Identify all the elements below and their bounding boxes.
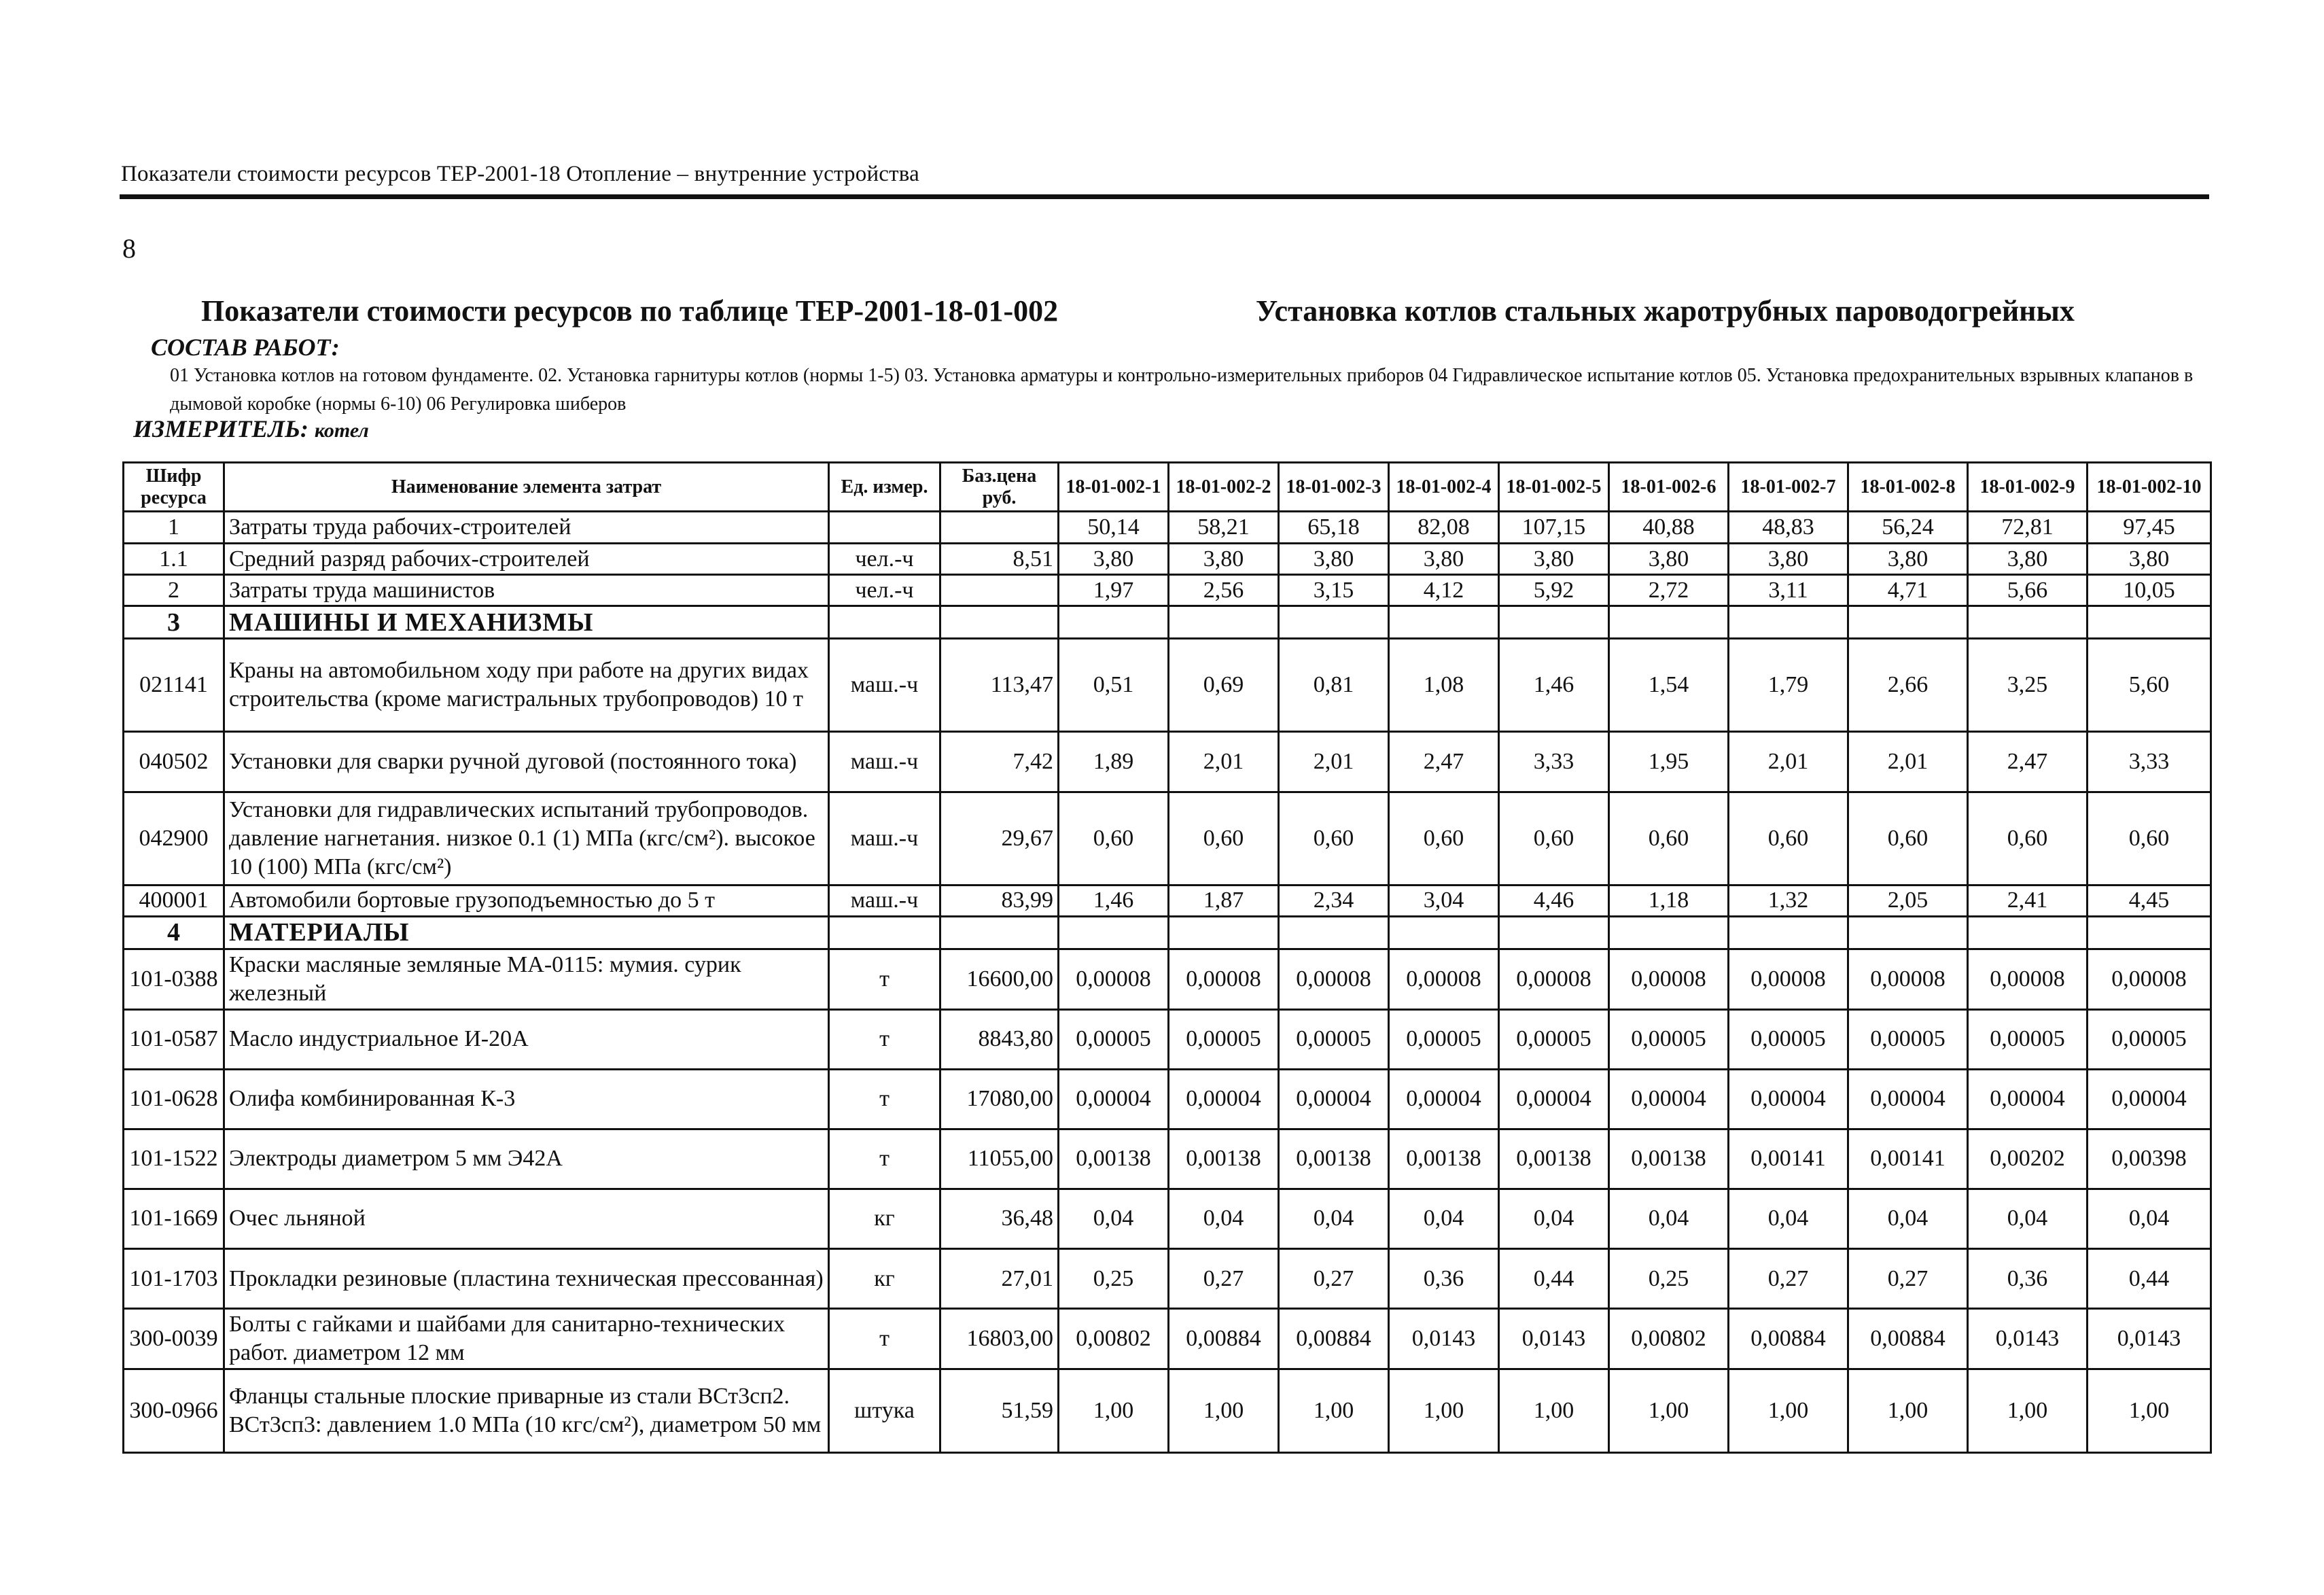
cell-value: 0,00008 — [1848, 949, 1968, 1009]
cell-code: 021141 — [124, 639, 224, 732]
header-norm: 18-01-002-6 — [1609, 463, 1729, 512]
work-title: Установка котлов стальных жаротрубных пароводогрейных — [1256, 294, 2075, 328]
cell-value — [1848, 916, 1968, 949]
cell-name: МАТЕРИАЛЫ — [224, 916, 829, 949]
cell-value: 0,00138 — [1279, 1129, 1389, 1189]
cell-value: 0,04 — [2088, 1189, 2211, 1248]
cell-value: 0,60 — [1968, 792, 2088, 885]
cell-name: Краски масляные земляные МА-0115: мумия. сурик железный — [224, 949, 829, 1009]
cell-value: 0,00004 — [1169, 1069, 1279, 1129]
cell-value: 0,00005 — [1169, 1009, 1279, 1069]
cell-name: Установки для сварки ручной дуговой (постоянного тока) — [224, 732, 829, 792]
cell-code: 400001 — [124, 885, 224, 916]
cell-price: 29,67 — [940, 792, 1059, 885]
cell-value: 0,60 — [1499, 792, 1609, 885]
cell-value: 0,00004 — [1389, 1069, 1499, 1129]
cell-value: 4,46 — [1499, 885, 1609, 916]
cell-value: 0,04 — [1389, 1189, 1499, 1248]
cell-unit: т — [829, 1129, 940, 1189]
table-row — [124, 1189, 2211, 1248]
page-number: 8 — [122, 233, 136, 264]
cell-name: Прокладки резиновые (пластина техническая прессованная) — [224, 1249, 829, 1309]
cell-value: 1,00 — [1848, 1369, 1968, 1453]
cell-unit: чел.-ч — [829, 544, 940, 575]
cell-value: 1,00 — [1968, 1369, 2088, 1453]
cell-unit: маш.-ч — [829, 792, 940, 885]
cell-name: Установки для гидравлических испытаний трубопроводов. давление нагнетания. низкое 0.1 (1) МПа (кгс/см²). высокое 10 (100) МПа (кгс/см²) — [224, 792, 829, 885]
cell-value: 2,01 — [1729, 732, 1848, 792]
cell-value: 0,00884 — [1848, 1309, 1968, 1369]
cell-value — [1169, 606, 1279, 639]
cell-value: 2,01 — [1279, 732, 1389, 792]
cell-value: 5,66 — [1968, 575, 2088, 606]
cell-value: 1,95 — [1609, 732, 1729, 792]
cell-value: 0,00008 — [1169, 949, 1279, 1009]
cell-price: 17080,00 — [940, 1069, 1059, 1129]
header-norm: 18-01-002-10 — [2088, 463, 2211, 512]
cell-unit: т — [829, 1309, 940, 1369]
cell-price — [940, 512, 1059, 544]
cell-value — [1389, 606, 1499, 639]
cell-name: Болты с гайками и шайбами для санитарно-технических работ. диаметром 12 мм — [224, 1309, 829, 1369]
cell-value: 0,00398 — [2088, 1129, 2211, 1189]
cell-value: 0,00138 — [1609, 1129, 1729, 1189]
table-row — [124, 885, 2211, 916]
cell-value: 1,08 — [1389, 639, 1499, 732]
cell-value: 0,00004 — [1729, 1069, 1848, 1129]
header-norm: 18-01-002-3 — [1279, 463, 1389, 512]
cell-value: 2,72 — [1609, 575, 1729, 606]
cell-price — [940, 916, 1059, 949]
cell-value — [1729, 916, 1848, 949]
header-code: Шифр ресурса — [124, 463, 224, 512]
cell-value: 0,04 — [1609, 1189, 1729, 1248]
running-header: Показатели стоимости ресурсов ТЕР-2001-18 Отопление – внутренние устройства — [121, 162, 919, 186]
cell-value: 3,33 — [1499, 732, 1609, 792]
cell-value: 0,00004 — [2088, 1069, 2211, 1129]
cell-price: 8,51 — [940, 544, 1059, 575]
cell-value — [1059, 606, 1169, 639]
cell-value: 48,83 — [1729, 512, 1848, 544]
cell-value — [1279, 606, 1389, 639]
cell-code: 1.1 — [124, 544, 224, 575]
table-row — [124, 575, 2211, 606]
cell-price: 16803,00 — [940, 1309, 1059, 1369]
cell-value: 0,00004 — [1279, 1069, 1389, 1129]
cell-value: 3,11 — [1729, 575, 1848, 606]
cell-value — [1499, 916, 1609, 949]
cell-price — [940, 606, 1059, 639]
cell-value: 0,04 — [1279, 1189, 1389, 1248]
cell-value: 0,69 — [1169, 639, 1279, 732]
header-rule — [120, 194, 2209, 199]
cell-value: 2,56 — [1169, 575, 1279, 606]
cell-value — [1609, 916, 1729, 949]
cell-value: 0,27 — [1848, 1249, 1968, 1309]
cell-value: 0,00884 — [1279, 1309, 1389, 1369]
header-unit: Ед. измер. — [829, 463, 940, 512]
header-norm: 18-01-002-7 — [1729, 463, 1848, 512]
table-row — [124, 792, 2211, 885]
cell-price — [940, 575, 1059, 606]
cell-price: 51,59 — [940, 1369, 1059, 1453]
cell-value: 0,0143 — [1968, 1309, 2088, 1369]
cell-value — [1279, 916, 1389, 949]
table-title: Показатели стоимости ресурсов по таблице ТЕР-2001-18-01-002 — [201, 294, 1059, 328]
cell-value: 0,44 — [1499, 1249, 1609, 1309]
cell-value: 0,27 — [1279, 1249, 1389, 1309]
cell-unit: маш.-ч — [829, 639, 940, 732]
cell-value: 0,00005 — [1609, 1009, 1729, 1069]
cell-value — [1968, 916, 2088, 949]
cell-name: Затраты труда машинистов — [224, 575, 829, 606]
cell-value: 3,80 — [1389, 544, 1499, 575]
cell-price: 36,48 — [940, 1189, 1059, 1248]
cell-value: 1,00 — [1389, 1369, 1499, 1453]
cell-unit — [829, 512, 940, 544]
cell-value: 0,0143 — [1389, 1309, 1499, 1369]
cell-value: 0,60 — [1848, 792, 1968, 885]
cell-value: 65,18 — [1279, 512, 1389, 544]
cell-value: 0,04 — [1059, 1189, 1169, 1248]
meter-label — [133, 415, 369, 443]
cell-value: 0,00004 — [1968, 1069, 2088, 1129]
cell-value: 0,60 — [1729, 792, 1848, 885]
cell-name: Масло индустриальное И-20А — [224, 1009, 829, 1069]
cell-value: 0,00008 — [1279, 949, 1389, 1009]
cell-code: 040502 — [124, 732, 224, 792]
cell-value: 0,00008 — [1729, 949, 1848, 1009]
cell-name: Автомобили бортовые грузоподъемностью до 5 т — [224, 885, 829, 916]
table-row — [124, 949, 2211, 1009]
cell-value: 2,66 — [1848, 639, 1968, 732]
cell-unit: т — [829, 949, 940, 1009]
cell-value: 0,00005 — [1389, 1009, 1499, 1069]
cell-value: 0,00141 — [1729, 1129, 1848, 1189]
cell-unit: кг — [829, 1189, 940, 1248]
cell-value: 0,60 — [1059, 792, 1169, 885]
cell-value — [2088, 606, 2211, 639]
cell-value: 1,00 — [1059, 1369, 1169, 1453]
cell-value: 3,80 — [2088, 544, 2211, 575]
cell-value: 40,88 — [1609, 512, 1729, 544]
cell-value: 1,00 — [1169, 1369, 1279, 1453]
cell-value: 0,04 — [1169, 1189, 1279, 1248]
cell-value: 3,80 — [1169, 544, 1279, 575]
cell-value: 2,47 — [1389, 732, 1499, 792]
cell-value: 0,00005 — [1279, 1009, 1389, 1069]
header-norm: 18-01-002-9 — [1968, 463, 2088, 512]
cell-value: 0,00008 — [1499, 949, 1609, 1009]
cell-value: 2,01 — [1169, 732, 1279, 792]
cell-name: Краны на автомобильном ходу при работе на других видах строительства (кроме магистральных трубопроводов) 10 т — [224, 639, 829, 732]
cell-price: 113,47 — [940, 639, 1059, 732]
table-header-row — [124, 463, 2211, 512]
cell-value: 1,46 — [1499, 639, 1609, 732]
cell-value: 56,24 — [1848, 512, 1968, 544]
header-norm: 18-01-002-1 — [1059, 463, 1169, 512]
cell-value: 1,89 — [1059, 732, 1169, 792]
cell-price: 16600,00 — [940, 949, 1059, 1009]
cell-value: 97,45 — [2088, 512, 2211, 544]
cell-value: 2,41 — [1968, 885, 2088, 916]
cell-value: 0,00884 — [1169, 1309, 1279, 1369]
cell-code: 3 — [124, 606, 224, 639]
cell-value: 3,80 — [1729, 544, 1848, 575]
cell-price: 8843,80 — [940, 1009, 1059, 1069]
cell-value — [1059, 916, 1169, 949]
cell-unit: штука — [829, 1369, 940, 1453]
table-row — [124, 1009, 2211, 1069]
cell-value: 0,00005 — [2088, 1009, 2211, 1069]
cell-value: 0,27 — [1729, 1249, 1848, 1309]
cell-value: 3,80 — [1968, 544, 2088, 575]
cell-value: 2,01 — [1848, 732, 1968, 792]
cell-value: 3,80 — [1609, 544, 1729, 575]
cell-value: 0,60 — [1609, 792, 1729, 885]
table-row — [124, 1069, 2211, 1129]
cell-value: 2,34 — [1279, 885, 1389, 916]
cell-value — [1729, 606, 1848, 639]
section-row — [124, 916, 2211, 949]
cell-value: 0,00008 — [1389, 949, 1499, 1009]
cell-value: 0,00005 — [1848, 1009, 1968, 1069]
header-norm: 18-01-002-4 — [1389, 463, 1499, 512]
cell-code: 101-1522 — [124, 1129, 224, 1189]
cell-code: 101-0587 — [124, 1009, 224, 1069]
cell-name: МАШИНЫ И МЕХАНИЗМЫ — [224, 606, 829, 639]
cell-value: 0,00802 — [1609, 1309, 1729, 1369]
table-row — [124, 732, 2211, 792]
cell-value: 0,04 — [1729, 1189, 1848, 1248]
cell-unit: маш.-ч — [829, 732, 940, 792]
cell-code: 300-0039 — [124, 1309, 224, 1369]
cell-price: 7,42 — [940, 732, 1059, 792]
cell-code: 101-0628 — [124, 1069, 224, 1129]
cell-value: 2,47 — [1968, 732, 2088, 792]
cell-code: 042900 — [124, 792, 224, 885]
meter-label-text: ИЗМЕРИТЕЛЬ: — [133, 415, 309, 442]
cell-value: 0,25 — [1059, 1249, 1169, 1309]
cell-value — [1499, 606, 1609, 639]
cell-value — [1169, 916, 1279, 949]
section-row — [124, 606, 2211, 639]
header-name: Наименование элемента затрат — [224, 463, 829, 512]
cell-value: 1,79 — [1729, 639, 1848, 732]
cell-price: 83,99 — [940, 885, 1059, 916]
cell-name: Затраты труда рабочих-строителей — [224, 512, 829, 544]
cell-value: 0,00008 — [2088, 949, 2211, 1009]
cell-value — [1848, 606, 1968, 639]
cell-value: 0,00008 — [1059, 949, 1169, 1009]
cell-value: 0,04 — [1968, 1189, 2088, 1248]
table-row — [124, 639, 2211, 732]
cell-value — [1609, 606, 1729, 639]
cell-code: 4 — [124, 916, 224, 949]
cell-value: 0,0143 — [1499, 1309, 1609, 1369]
cell-value: 3,25 — [1968, 639, 2088, 732]
cell-unit: т — [829, 1009, 940, 1069]
cell-code: 1 — [124, 512, 224, 544]
cell-value: 0,60 — [1389, 792, 1499, 885]
cell-value: 10,05 — [2088, 575, 2211, 606]
meter-value: котел — [314, 419, 369, 442]
cell-value: 82,08 — [1389, 512, 1499, 544]
cell-unit: маш.-ч — [829, 885, 940, 916]
cell-unit: чел.-ч — [829, 575, 940, 606]
cell-name: Электроды диаметром 5 мм Э42А — [224, 1129, 829, 1189]
cell-value: 1,00 — [2088, 1369, 2211, 1453]
table-row — [124, 512, 2211, 544]
cell-value: 0,00004 — [1059, 1069, 1169, 1129]
cell-value: 0,00141 — [1848, 1129, 1968, 1189]
cell-value: 0,25 — [1609, 1249, 1729, 1309]
cell-value: 0,04 — [1848, 1189, 1968, 1248]
cell-value: 0,0143 — [2088, 1309, 2211, 1369]
cell-value: 0,00202 — [1968, 1129, 2088, 1189]
cell-value: 4,45 — [2088, 885, 2211, 916]
cell-value: 0,27 — [1169, 1249, 1279, 1309]
cell-value: 0,36 — [1389, 1249, 1499, 1309]
cell-value: 3,04 — [1389, 885, 1499, 916]
cell-value — [2088, 916, 2211, 949]
cell-value: 0,60 — [1279, 792, 1389, 885]
cell-value: 0,00004 — [1499, 1069, 1609, 1129]
cell-name: Очес льняной — [224, 1189, 829, 1248]
table-row — [124, 1129, 2211, 1189]
header-norm: 18-01-002-5 — [1499, 463, 1609, 512]
cell-value: 1,00 — [1499, 1369, 1609, 1453]
cell-unit: т — [829, 1069, 940, 1129]
cell-value: 0,00138 — [1059, 1129, 1169, 1189]
cell-value: 3,80 — [1059, 544, 1169, 575]
cell-value: 0,36 — [1968, 1249, 2088, 1309]
cell-value: 0,04 — [1499, 1189, 1609, 1248]
cell-unit — [829, 916, 940, 949]
cell-value: 5,92 — [1499, 575, 1609, 606]
header-price: Баз.цена руб. — [940, 463, 1059, 512]
cell-value: 3,80 — [1848, 544, 1968, 575]
cell-value: 58,21 — [1169, 512, 1279, 544]
cell-value: 1,32 — [1729, 885, 1848, 916]
cell-code: 300-0966 — [124, 1369, 224, 1453]
header-norm: 18-01-002-8 — [1848, 463, 1968, 512]
cell-value — [1968, 606, 2088, 639]
cell-code: 101-1703 — [124, 1249, 224, 1309]
cell-value: 50,14 — [1059, 512, 1169, 544]
cell-value: 0,00008 — [1968, 949, 2088, 1009]
table-body — [124, 512, 2211, 1453]
cell-value: 72,81 — [1968, 512, 2088, 544]
cell-value: 107,15 — [1499, 512, 1609, 544]
cell-value: 1,46 — [1059, 885, 1169, 916]
cell-value: 0,00004 — [1848, 1069, 1968, 1129]
cell-code: 101-0388 — [124, 949, 224, 1009]
resource-cost-table — [122, 461, 2212, 1454]
cell-value: 0,00884 — [1729, 1309, 1848, 1369]
cell-value: 0,60 — [2088, 792, 2211, 885]
cell-value: 0,00138 — [1389, 1129, 1499, 1189]
cell-value: 0,60 — [1169, 792, 1279, 885]
cell-value: 3,80 — [1499, 544, 1609, 575]
cell-value: 1,00 — [1609, 1369, 1729, 1453]
cell-value: 0,51 — [1059, 639, 1169, 732]
cell-value: 0,81 — [1279, 639, 1389, 732]
composition-label: СОСТАВ РАБОТ: — [151, 334, 340, 361]
table-row — [124, 1369, 2211, 1453]
table-row — [124, 1249, 2211, 1309]
cell-value: 5,60 — [2088, 639, 2211, 732]
cell-value: 1,87 — [1169, 885, 1279, 916]
cell-value: 4,12 — [1389, 575, 1499, 606]
cell-name: Фланцы стальные плоские приварные из стали ВСт3сп2. ВСт3сп3: давлением 1.0 МПа (10 кгс/см²), диаметром 50 мм — [224, 1369, 829, 1453]
cell-value: 0,44 — [2088, 1249, 2211, 1309]
cell-value: 3,15 — [1279, 575, 1389, 606]
cell-value: 1,97 — [1059, 575, 1169, 606]
cell-value: 0,00004 — [1609, 1069, 1729, 1129]
cell-value: 0,00005 — [1499, 1009, 1609, 1069]
composition-text: 01 Установка котлов на готовом фундаменте. 02. Установка гарнитуры котлов (нормы 1-5) 03. Установка арматуры и контрольно-измерительных приборов 04 Гидравлическое испытание котлов 05. Установка предохранительных взрывных клапанов в дымовой коробке (нормы 6-10) 06 Регулировка шиберов — [170, 365, 2194, 415]
cell-value: 0,00138 — [1169, 1129, 1279, 1189]
cell-unit — [829, 606, 940, 639]
cell-price: 11055,00 — [940, 1129, 1059, 1189]
cell-value: 1,54 — [1609, 639, 1729, 732]
cell-name: Средний разряд рабочих-строителей — [224, 544, 829, 575]
cell-value: 1,00 — [1729, 1369, 1848, 1453]
cell-value: 0,00138 — [1499, 1129, 1609, 1189]
cell-value: 1,18 — [1609, 885, 1729, 916]
cell-code: 101-1669 — [124, 1189, 224, 1248]
cell-value: 0,00005 — [1729, 1009, 1848, 1069]
table-row — [124, 1309, 2211, 1369]
cell-name: Олифа комбинированная К-3 — [224, 1069, 829, 1129]
cell-value — [1389, 916, 1499, 949]
cell-value: 2,05 — [1848, 885, 1968, 916]
cell-value: 1,00 — [1279, 1369, 1389, 1453]
cell-unit: кг — [829, 1249, 940, 1309]
cell-value: 4,71 — [1848, 575, 1968, 606]
cell-value: 0,00005 — [1059, 1009, 1169, 1069]
header-norm: 18-01-002-2 — [1169, 463, 1279, 512]
cell-value: 0,00008 — [1609, 949, 1729, 1009]
cell-value: 3,80 — [1279, 544, 1389, 575]
cell-value: 3,33 — [2088, 732, 2211, 792]
cell-price: 27,01 — [940, 1249, 1059, 1309]
cell-value: 0,00005 — [1968, 1009, 2088, 1069]
table-row — [124, 544, 2211, 575]
cell-value: 0,00802 — [1059, 1309, 1169, 1369]
cell-code: 2 — [124, 575, 224, 606]
